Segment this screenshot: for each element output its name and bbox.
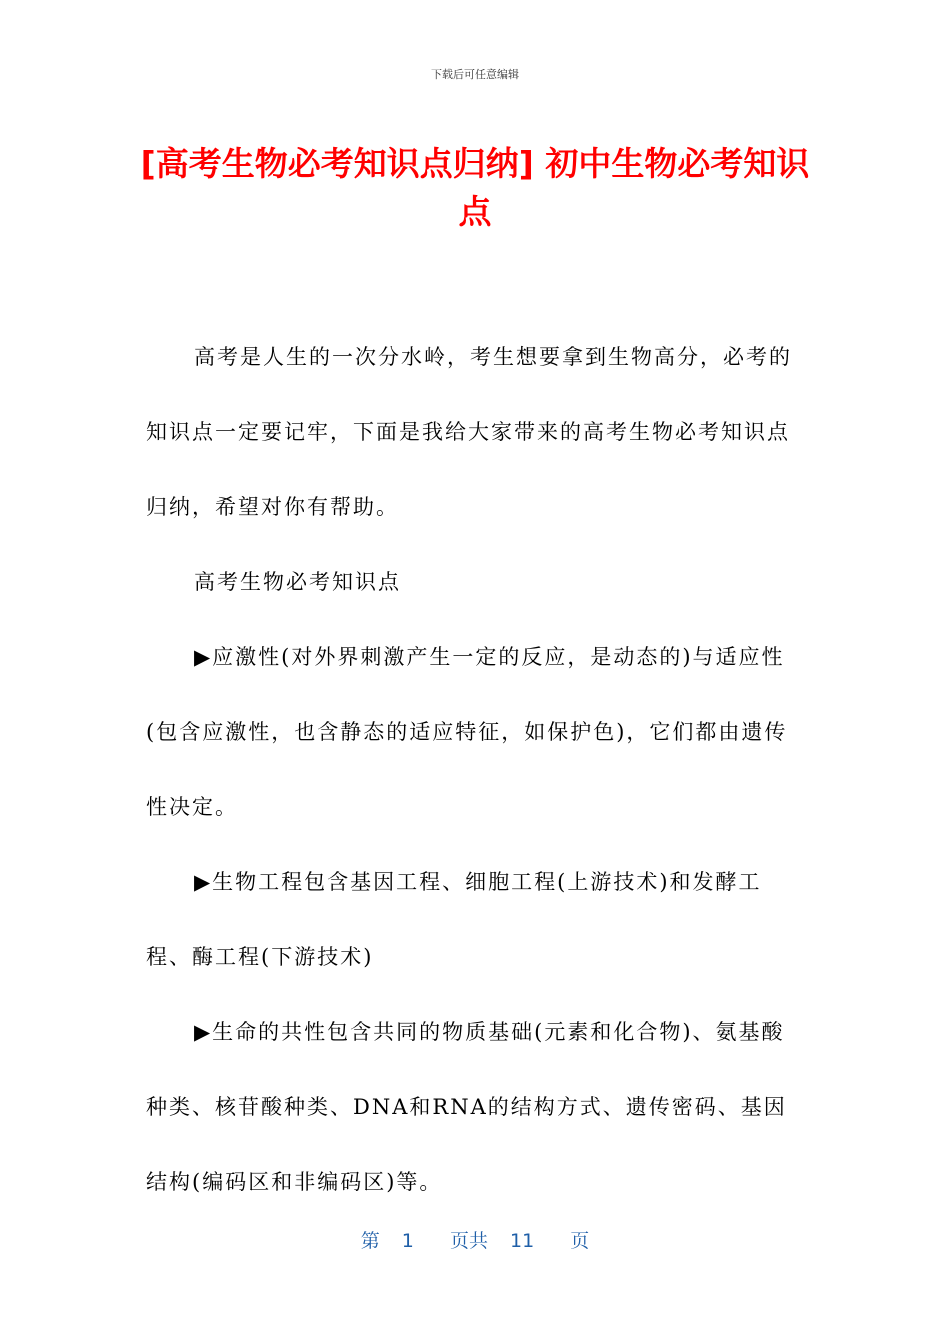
paragraph-point-1: ▶应激性(对外界刺激产生一定的反应，是动态的)与适应性(包含应激性，也含静态的适应特征，如保护色)，它们都由遗传性决定。 xyxy=(146,645,788,819)
paragraph-section-heading: 高考生物必考知识点 xyxy=(194,570,401,594)
header-note: 下载后可任意编辑 xyxy=(431,68,519,81)
paragraph-intro: 高考是人生的一次分水岭，考生想要拿到生物高分，必考的知识点一定要记牢，下面是我给大家带来的高考生物必考知识点归纳，希望对你有帮助。 xyxy=(146,345,792,519)
footer-page-label: 第 xyxy=(360,1230,380,1252)
page-footer xyxy=(0,1226,950,1253)
paragraph-point-2: ▶生物工程包含基因工程、细胞工程(上游技术)和发酵工程、酶工程(下游技术) xyxy=(146,870,762,969)
document-title: [高考生物必考知识点归纳] 初中生物必考知识点 xyxy=(140,144,810,231)
paragraph-point-3: ▶生命的共性包含共同的物质基础(元素和化合物)、氨基酸种类、核苷酸种类、DNA和RNA的结构方式、遗传密码、基因结构(编码区和非编码区)等。 xyxy=(146,1020,787,1194)
footer-total-pages: 11 xyxy=(510,1230,535,1252)
footer-total-suffix: 页 xyxy=(570,1230,590,1252)
footer-current-page: 1 xyxy=(401,1230,414,1252)
document-body xyxy=(146,320,806,1220)
footer-total-prefix: 页共 xyxy=(449,1230,488,1252)
